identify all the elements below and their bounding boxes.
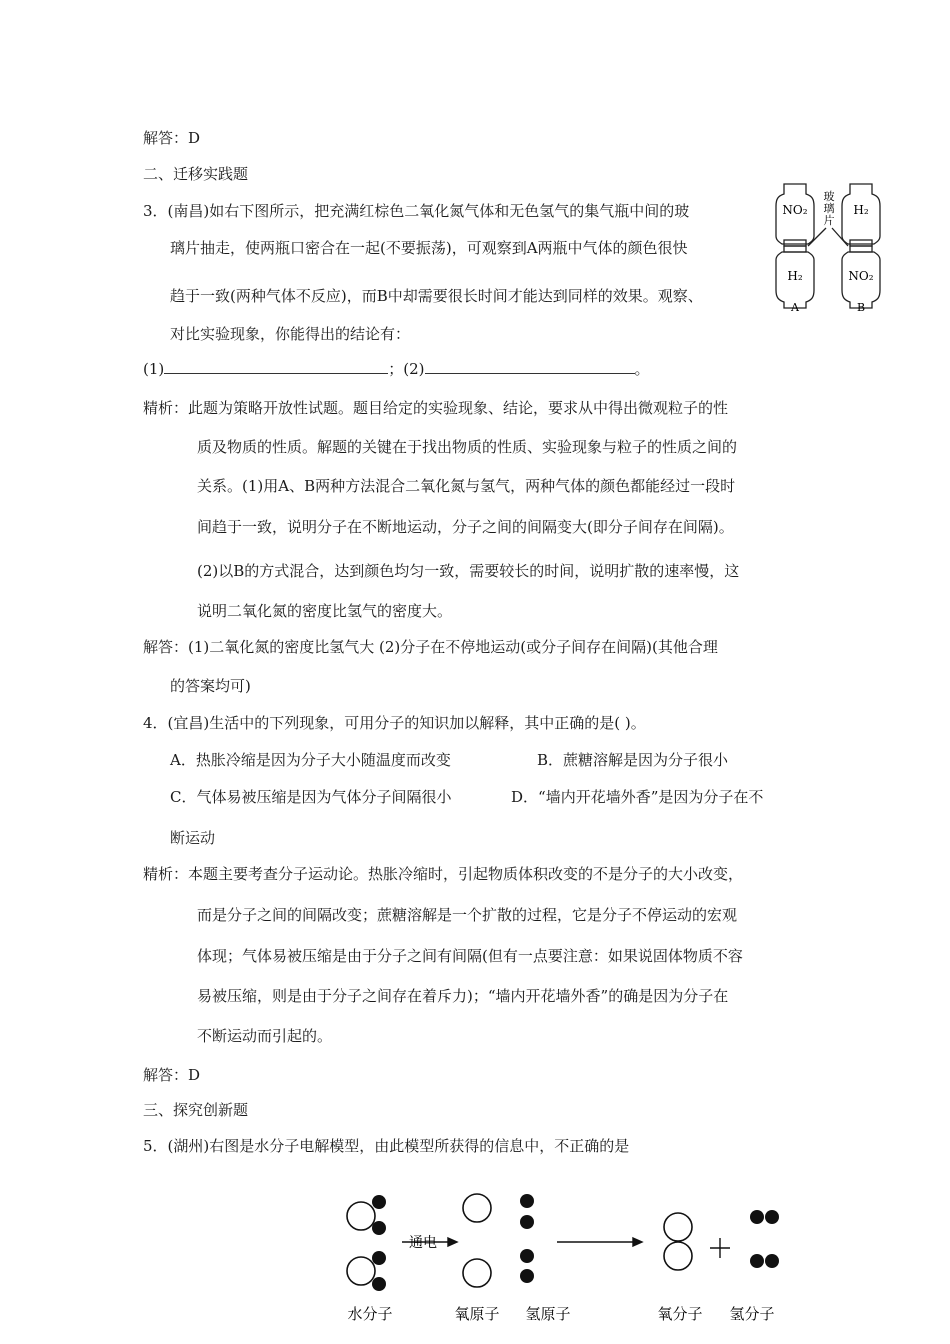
hydrogen-atom bbox=[750, 1210, 764, 1224]
analysis-text: 不断运动而引起的。 bbox=[197, 1027, 333, 1045]
option-d: D．“墙内开花墙外香”是因为分子在不 bbox=[511, 788, 764, 806]
blank-1[interactable] bbox=[164, 359, 388, 374]
bottle-a-caption: A bbox=[791, 301, 799, 314]
option-a: A．热胀冷缩是因为分子大小随温度而改变 bbox=[170, 751, 451, 769]
question-text: 璃片抽走，使两瓶口密合在一起(不要振荡)，可观察到A两瓶中气体的颜色很快 bbox=[170, 239, 688, 257]
hydrogen-atom bbox=[765, 1210, 779, 1224]
bottle-b-top-label: H₂ bbox=[853, 203, 869, 217]
blank-2-label: ；(2) bbox=[388, 360, 425, 378]
question-text: 4．(宜昌)生活中的下列现象，可用分子的知识加以解释，其中正确的是( )。 bbox=[143, 714, 646, 732]
analysis-text: 体现；气体易被压缩是由于分子之间有间隔(但有一点要注意：如果说固体物质不容 bbox=[197, 947, 743, 965]
hydrogen-atom bbox=[372, 1251, 386, 1265]
oxygen-molecule-label: 氧分子 bbox=[657, 1305, 703, 1323]
analysis-text: 精析：此题为策略开放性试题。题目给定的实验现象、结论，要求从中得出微观粒子的性 bbox=[143, 399, 729, 417]
hydrogen-atom bbox=[520, 1194, 534, 1208]
bottle-a-top-label: NO₂ bbox=[782, 203, 808, 217]
option-d-cont: 断运动 bbox=[170, 829, 216, 847]
hydrogen-atom bbox=[520, 1215, 534, 1229]
water-molecule-label: 水分子 bbox=[347, 1305, 393, 1323]
bottle-a-bottom-label: H₂ bbox=[787, 269, 803, 283]
oxygen-atom bbox=[347, 1202, 375, 1230]
electrolysis-arrow-label: 通电 bbox=[409, 1235, 437, 1251]
oxygen-atom-label: 氧原子 bbox=[454, 1305, 500, 1323]
section-heading: 二、迁移实践题 bbox=[143, 165, 249, 183]
answer-line: 解答：(1)二氧化氮的密度比氢气大 (2)分子在不停地运动(或分子间存在间隔)(其他合理 bbox=[143, 638, 718, 656]
hydrogen-atom bbox=[372, 1277, 386, 1291]
bottle-b-caption: B bbox=[856, 301, 866, 314]
glass-plate-label: 璃 bbox=[823, 202, 835, 215]
answer-line: 的答案均可) bbox=[170, 677, 251, 695]
question-text: 对比实验现象，你能得出的结论有： bbox=[170, 325, 411, 343]
oxygen-atom bbox=[664, 1213, 692, 1241]
hydrogen-atom bbox=[765, 1254, 779, 1268]
section-heading: 三、探究创新题 bbox=[143, 1101, 249, 1119]
hydrogen-atom bbox=[372, 1195, 386, 1209]
hydrogen-atom bbox=[750, 1254, 764, 1268]
hydrogen-atom bbox=[520, 1249, 534, 1263]
glass-plate-label: 玻 bbox=[823, 190, 835, 203]
oxygen-atom bbox=[347, 1257, 375, 1285]
analysis-text: 而是分子之间的间隔改变；蔗糖溶解是一个扩散的过程，它是分子不停运动的宏观 bbox=[197, 906, 738, 924]
question-text: 5．(湖州)右图是水分子电解模型，由此模型所获得的信息中，不正确的是 bbox=[143, 1137, 630, 1155]
hydrogen-atom bbox=[520, 1269, 534, 1283]
hydrogen-atom bbox=[372, 1221, 386, 1235]
fill-blank-line bbox=[143, 359, 650, 379]
question-text: 趋于一致(两种气体不反应)，而B中却需要很长时间才能达到同样的效果。观察、 bbox=[170, 287, 703, 305]
analysis-text: 易被压缩，则是由于分子之间存在着斥力)；“墙内开花墙外香”的确是因为分子在 bbox=[197, 987, 729, 1005]
analysis-text: 质及物质的性质。解题的关键在于找出物质的性质、实验现象与粒子的性质之间的 bbox=[197, 438, 738, 456]
answer-line: 解答：D bbox=[143, 129, 201, 147]
analysis-text: 精析：本题主要考查分子运动论。热胀冷缩时，引起物质体积改变的不是分子的大小改变， bbox=[143, 865, 744, 883]
option-c: C．气体易被压缩是因为气体分子间隔很小 bbox=[170, 788, 452, 806]
electrolysis-model-figure bbox=[330, 1180, 800, 1340]
hydrogen-molecule-label: 氢分子 bbox=[729, 1305, 775, 1323]
analysis-text: 关系。(1)用A、B两种方法混合二氧化氮与氢气，两种气体的颜色都能经过一段时 bbox=[197, 477, 736, 495]
analysis-text: 间趋于一致，说明分子在不断地运动，分子之间的间隔变大(即分子间存在间隔)。 bbox=[197, 518, 734, 536]
hydrogen-atom-label: 氢原子 bbox=[525, 1305, 571, 1323]
oxygen-atom bbox=[463, 1259, 491, 1287]
answer-line: 解答：D bbox=[143, 1066, 201, 1084]
blank-end: 。 bbox=[634, 360, 650, 378]
analysis-text: (2)以B的方式混合，达到颜色均匀一致，需要较长的时间，说明扩散的速率慢，这 bbox=[197, 562, 740, 580]
question-text: 3．(南昌)如右下图所示，把充满红棕色二氧化氮气体和无色氢气的集气瓶中间的玻 bbox=[143, 202, 690, 220]
oxygen-atom bbox=[463, 1194, 491, 1222]
blank-2[interactable] bbox=[425, 359, 635, 374]
glass-plate-label: 片 bbox=[823, 214, 835, 227]
analysis-text: 说明二氧化氮的密度比氢气的密度大。 bbox=[197, 602, 453, 620]
oxygen-atom bbox=[664, 1242, 692, 1270]
bottle-b-bottom-label: NO₂ bbox=[848, 269, 874, 283]
gas-bottle-figure bbox=[770, 180, 890, 315]
blank-1-label: (1) bbox=[143, 360, 165, 378]
option-b: B．蔗糖溶解是因为分子很小 bbox=[537, 751, 729, 769]
